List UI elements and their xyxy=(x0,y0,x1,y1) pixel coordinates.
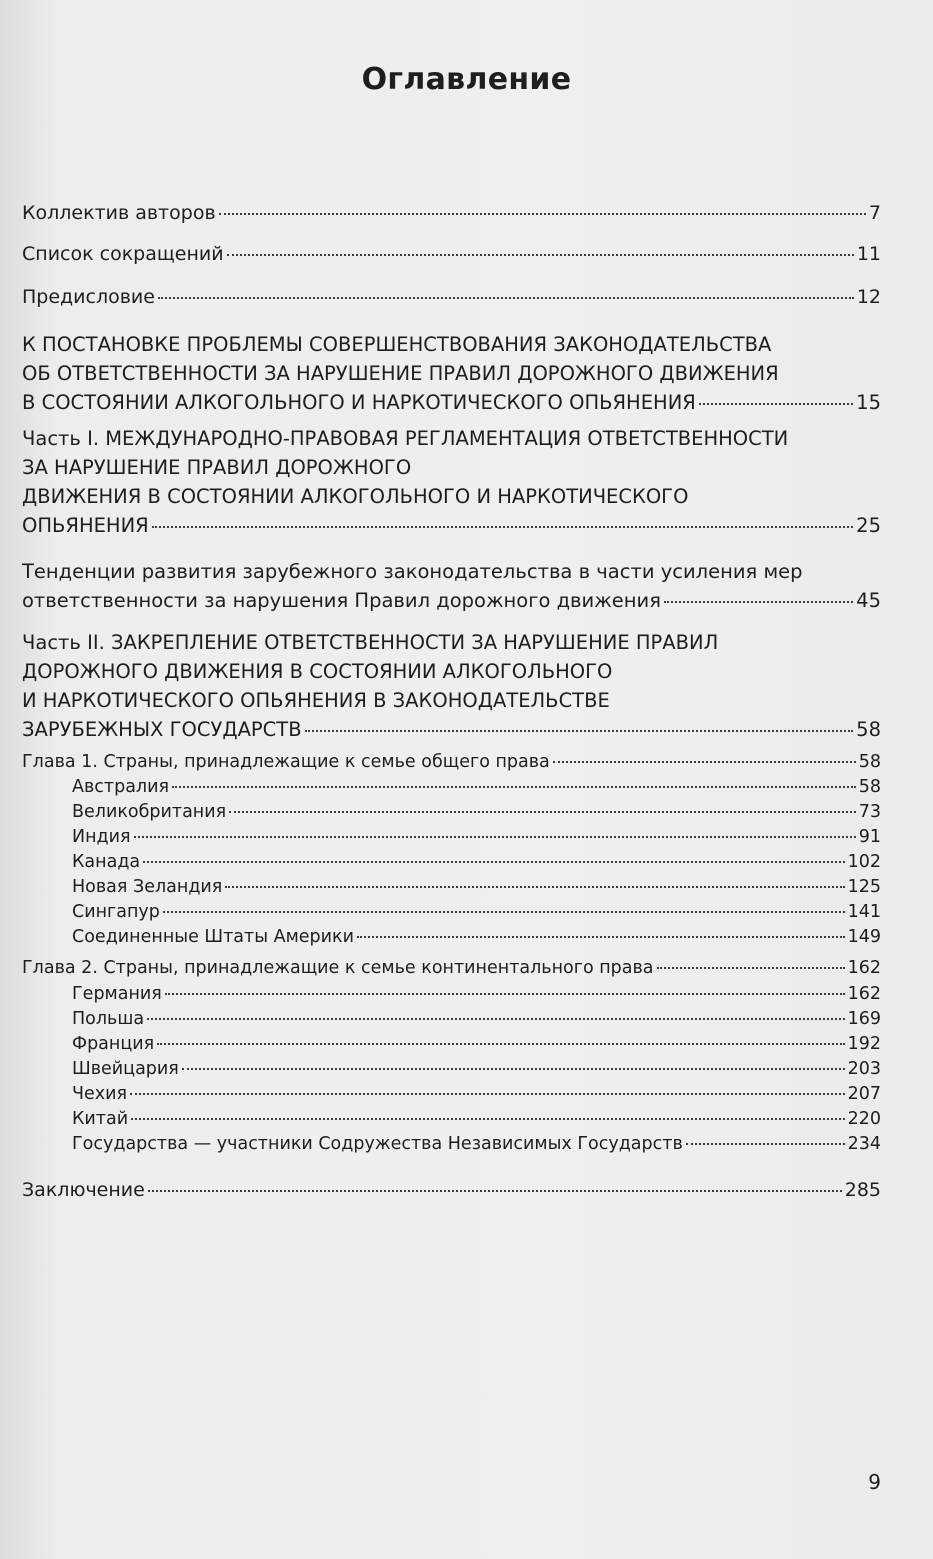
toc-entry-chapter-2 xyxy=(22,958,881,978)
toc-entry-page: 58 xyxy=(858,777,881,797)
toc-entry-usa xyxy=(72,927,881,947)
toc-entry-page: 141 xyxy=(847,902,881,922)
toc-entry-page: 169 xyxy=(847,1009,881,1029)
toc-entry-new-zealand xyxy=(72,877,881,897)
dot-leader xyxy=(553,761,856,763)
toc-entry-page: 73 xyxy=(858,802,881,822)
toc-entry-australia xyxy=(72,777,881,797)
toc-entry-page: 234 xyxy=(847,1134,881,1154)
toc-entry-page: 11 xyxy=(856,243,881,265)
page-title: Оглавление xyxy=(361,62,572,97)
toc-entry-page: 12 xyxy=(856,286,881,308)
dot-leader xyxy=(664,601,853,603)
toc-entry-line: В СОСТОЯНИИ АЛКОГОЛЬНОГО И НАРКОТИЧЕСКОГО ОПЬЯНЕНИЯ xyxy=(22,391,696,414)
toc-entry-page: 7 xyxy=(868,202,881,224)
dot-leader xyxy=(686,1143,845,1145)
dot-leader xyxy=(134,836,856,838)
toc-entry-part-1 xyxy=(22,424,881,540)
dot-leader xyxy=(147,1018,844,1020)
dot-leader xyxy=(152,526,853,528)
dot-leader xyxy=(219,213,866,215)
toc-entry-title: Германия xyxy=(72,984,162,1004)
toc-entry-page: 25 xyxy=(856,514,881,537)
toc-entry-title: Новая Зеландия xyxy=(72,877,223,897)
toc-entry-line: Тенденции развития зарубежного законодательства в части усиления мер xyxy=(22,560,803,583)
toc-entry-line: Часть I. МЕЖДУНАРОДНО-ПРАВОВАЯ РЕГЛАМЕНТАЦИЯ ОТВЕТСТВЕННОСТИ xyxy=(22,427,789,450)
toc-entry-title: Швейцария xyxy=(72,1059,179,1079)
toc-entry-trends xyxy=(22,557,881,615)
toc-entry-germany xyxy=(72,984,881,1004)
toc-entry-page: 91 xyxy=(858,827,881,847)
toc-entry-india xyxy=(72,827,881,847)
dot-leader xyxy=(130,1093,845,1095)
toc-entry-line: ОБ ОТВЕТСТВЕННОСТИ ЗА НАРУШЕНИЕ ПРАВИЛ ДОРОЖНОГО ДВИЖЕНИЯ xyxy=(22,362,779,385)
dot-leader xyxy=(229,811,856,813)
toc-entry-page: 203 xyxy=(847,1059,881,1079)
toc-entry-line: К ПОСТАНОВКЕ ПРОБЛЕМЫ СОВЕРШЕНСТВОВАНИЯ ЗАКОНОДАТЕЛЬСТВА xyxy=(22,333,772,356)
toc-entry-cis xyxy=(72,1134,881,1154)
toc-entry-title: Чехия xyxy=(72,1084,128,1104)
toc-entry-title: Франция xyxy=(72,1034,155,1054)
toc-entry-intro xyxy=(22,330,881,417)
toc-entry-page: 149 xyxy=(847,927,881,947)
toc-entry-title: Австралия xyxy=(72,777,170,797)
dot-leader xyxy=(172,786,856,788)
toc-entry-title: Глава 1. Страны, принадлежащие к семье общего права xyxy=(22,752,550,772)
toc-entry-page: 207 xyxy=(847,1084,881,1104)
dot-leader xyxy=(225,886,844,888)
dot-leader xyxy=(143,861,844,863)
dot-leader xyxy=(182,1068,845,1070)
toc-entry-title: Великобритания xyxy=(72,802,227,822)
toc-entry-page: 102 xyxy=(847,852,881,872)
toc-entry-title: Соединенные Штаты Америки xyxy=(72,927,354,947)
dot-leader xyxy=(157,1043,844,1045)
toc-entry-page: 58 xyxy=(856,718,881,741)
toc-entry-abbreviations xyxy=(22,243,881,265)
dot-leader xyxy=(163,911,845,913)
toc-entry-page: 15 xyxy=(856,391,881,414)
toc-entry-czechia xyxy=(72,1084,881,1104)
toc-entry-page: 58 xyxy=(858,752,881,772)
toc-entry-line: И НАРКОТИЧЕСКОГО ОПЬЯНЕНИЯ В ЗАКОНОДАТЕЛЬСТВЕ xyxy=(22,689,610,712)
toc-entry-title: Глава 2. Страны, принадлежащие к семье континентального права xyxy=(22,958,654,978)
toc-entry-page: 162 xyxy=(847,958,881,978)
dot-leader xyxy=(158,297,854,299)
toc-entry-title: Государства — участники Содружества Независимых Государств xyxy=(72,1134,683,1154)
toc-entry-line: ДОРОЖНОГО ДВИЖЕНИЯ В СОСТОЯНИИ АЛКОГОЛЬНОГО xyxy=(22,660,613,683)
dot-leader xyxy=(165,993,845,995)
toc-entry-title: Китай xyxy=(72,1109,129,1129)
toc-entry-title: Канада xyxy=(72,852,141,872)
toc-entry-title: Индия xyxy=(72,827,131,847)
toc-entry-france xyxy=(72,1034,881,1054)
dot-leader xyxy=(227,254,854,256)
toc-entry-page: 45 xyxy=(856,589,881,612)
toc-entry-page: 285 xyxy=(844,1179,881,1201)
toc-entry-chapter-1 xyxy=(22,752,881,772)
toc-entry-line: ЗАРУБЕЖНЫХ ГОСУДАРСТВ xyxy=(22,718,302,741)
toc-entry-title: Список сокращений xyxy=(22,243,224,265)
toc-entry-preface xyxy=(22,286,881,308)
toc-entry-title: Предисловие xyxy=(22,286,155,308)
toc-entry-line: Часть II. ЗАКРЕПЛЕНИЕ ОТВЕТСТВЕННОСТИ ЗА НАРУШЕНИЕ ПРАВИЛ xyxy=(22,631,719,654)
toc-entry-switzerland xyxy=(72,1059,881,1079)
toc-entry-singapore xyxy=(72,902,881,922)
toc-entry-title: Коллектив авторов xyxy=(22,202,216,224)
toc-entry-title: Польша xyxy=(72,1009,145,1029)
dot-leader xyxy=(699,403,853,405)
dot-leader xyxy=(305,730,854,732)
toc-entry-page: 162 xyxy=(847,984,881,1004)
toc-entry-title: Сингапур xyxy=(72,902,160,922)
toc-entry-conclusion xyxy=(22,1179,881,1201)
dot-leader xyxy=(131,1118,845,1120)
dot-leader xyxy=(148,1190,842,1192)
toc-entry-authors xyxy=(22,202,881,224)
toc-entry-line: ОПЬЯНЕНИЯ xyxy=(22,514,149,537)
toc-entry-part-2 xyxy=(22,628,881,744)
toc-entry-uk xyxy=(72,802,881,822)
toc-entry-canada xyxy=(72,852,881,872)
toc-entry-page: 192 xyxy=(847,1034,881,1054)
toc-entry-title: Заключение xyxy=(22,1179,145,1201)
dot-leader xyxy=(357,936,845,938)
toc-entry-line: ответственности за нарушения Правил дорожного движения xyxy=(22,589,661,612)
toc-entry-page: 220 xyxy=(847,1109,881,1129)
toc-entry-china xyxy=(72,1109,881,1129)
toc-entry-page: 125 xyxy=(847,877,881,897)
page-number: 9 xyxy=(868,1470,881,1494)
toc-entry-line: ЗА НАРУШЕНИЕ ПРАВИЛ ДОРОЖНОГО xyxy=(22,456,412,479)
toc-entry-line: ДВИЖЕНИЯ В СОСТОЯНИИ АЛКОГОЛЬНОГО И НАРКОТИЧЕСКОГО xyxy=(22,485,689,508)
dot-leader xyxy=(657,967,845,969)
toc-entry-poland xyxy=(72,1009,881,1029)
